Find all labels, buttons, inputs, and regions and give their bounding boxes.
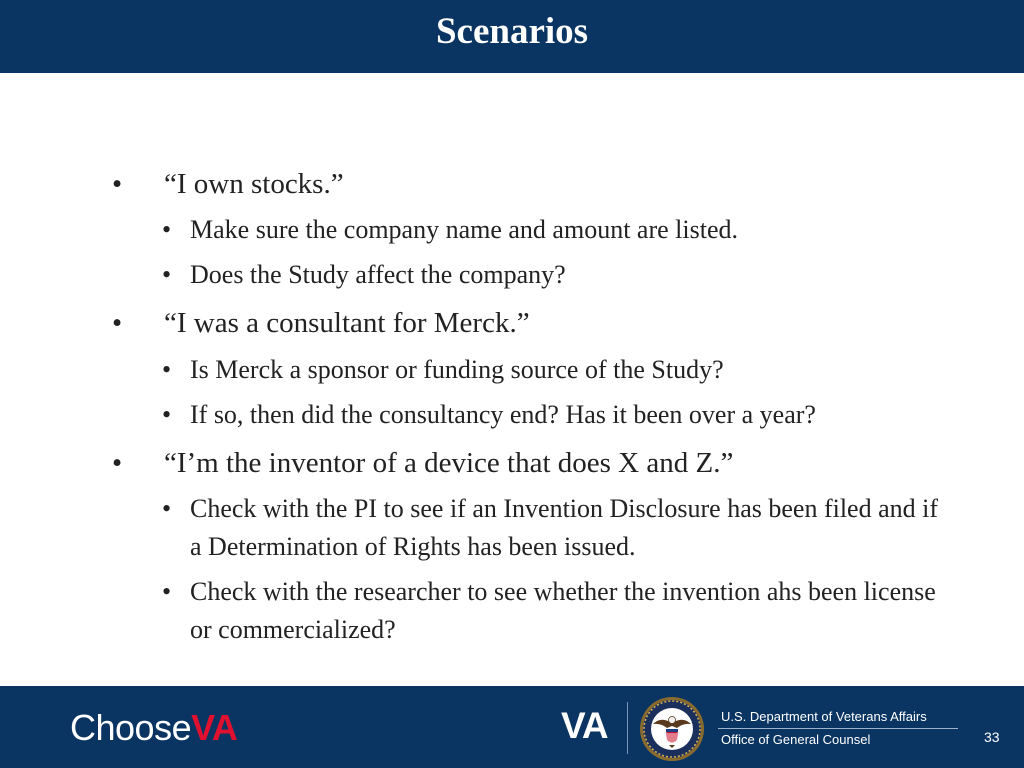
bullet-icon: • [162,215,172,244]
page-number: 33 [984,729,1000,745]
bullet-icon: • [112,447,123,479]
footer-divider-line [718,728,958,729]
sub-bullet-text: If so, then did the consultancy end? Has it been over a year? [190,400,816,429]
sub-bullet-text: Check with the PI to see if an Invention Disclosure has been filed and if a Determination of Rights has been issued. [190,494,939,561]
sub-bullet-text: Make sure the company name and amount are listed. [190,215,738,244]
bullet-text: “I’m the inventor of a device that does X and Z.” [164,447,734,479]
bullet-icon: • [162,260,172,289]
choose-text: Choose [70,707,192,748]
bullet-icon: • [112,168,123,200]
bullet-icon: • [162,577,172,606]
footer-bar [0,686,1024,768]
bullet-icon: • [162,494,172,523]
bullet-icon: • [162,400,172,429]
office-name: Office of General Counsel [721,732,871,747]
sub-bullet-text: Check with the researcher to see whether the invention ahs been license or commercialized? [190,577,936,644]
choose-va-logo [70,706,237,750]
department-name: U.S. Department of Veterans Affairs [721,709,927,724]
bullet-icon: • [112,307,123,339]
slide-title: Scenarios [435,11,589,52]
sub-bullet-text: Does the Study affect the company? [190,260,566,289]
logo-divider [627,702,628,754]
bullet-text: “I own stocks.” [164,168,344,200]
department-seal-icon [639,696,705,762]
bullet-icon: • [162,355,172,384]
sub-bullet-text: Is Merck a sponsor or funding source of the Study? [190,355,724,384]
choose-va-text: VA [191,707,238,748]
va-logo: VA [561,705,608,746]
bullet-text: “I was a consultant for Merck.” [164,307,530,339]
